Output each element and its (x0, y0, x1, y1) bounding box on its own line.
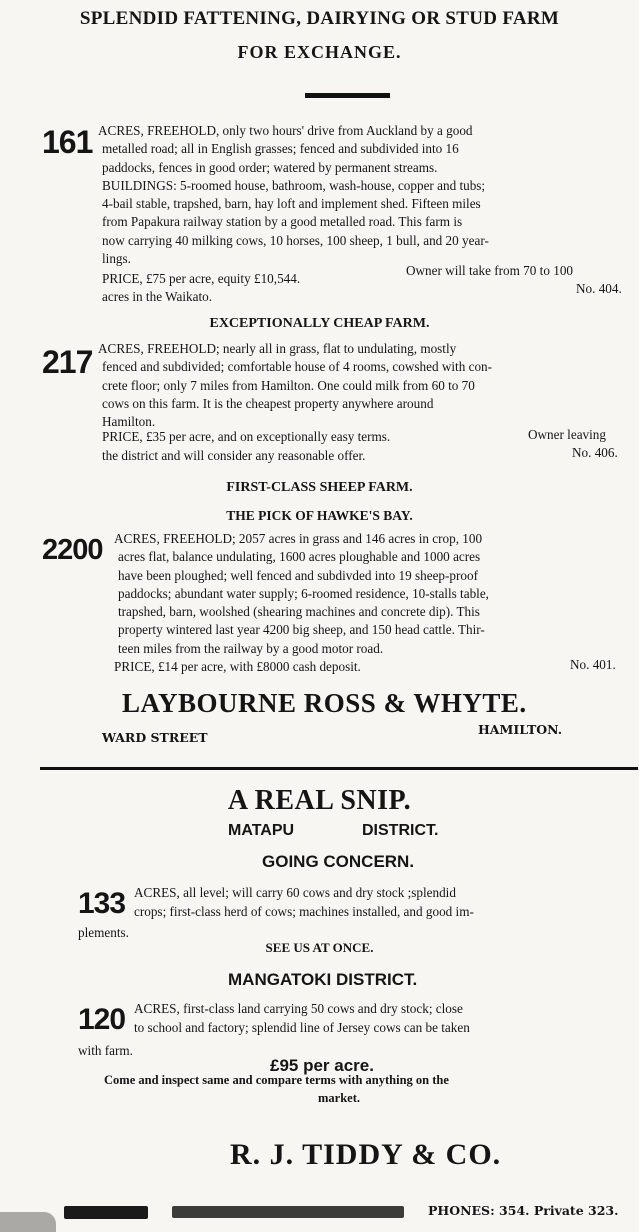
listing-line: with farm. (78, 1043, 133, 1058)
ink-smudge (64, 1206, 148, 1219)
listing-number: 217 (42, 344, 93, 380)
listing-line: property wintered last year 4200 big sheep, and 150 head cattle. Thir- (118, 622, 485, 637)
listing-line: ACRES, FREEHOLD; nearly all in grass, flat to undulating, mostly (98, 341, 457, 356)
agent-name-2: R. J. TIDDY & CO. (230, 1138, 502, 1171)
listing-line: trapshed, barn, woolshed (shearing machines and concrete dip). This (118, 604, 480, 619)
section-divider (40, 767, 638, 770)
listing-line: crete floor; only 7 miles from Hamilton. One could milk from 60 to 70 (102, 378, 475, 393)
listing-line: cows on this farm. It is the cheapest property anywhere around (102, 396, 434, 411)
listing-line: 4-bail stable, trapshed, barn, hay loft and implement shed. Fifteen miles (102, 196, 481, 211)
inspect-line: Come and inspect same and compare terms with anything on the (104, 1073, 449, 1087)
listing-line: acres flat, balance undulating, 1600 acres ploughable and 1000 acres (118, 549, 481, 564)
price-continuation: acres in the Waikato. (102, 289, 213, 304)
price-text: PRICE, £14 per acre, with £8000 cash deposit. (114, 659, 361, 674)
page-edge-noise (0, 1212, 56, 1232)
district-label: DISTRICT. (362, 822, 439, 839)
price-text: PRICE, £75 per acre, equity £10,544. (102, 271, 301, 286)
listing-line: lings. (102, 251, 131, 266)
listing-line: from Papakura railway station by a good metalled road. This farm is (102, 214, 463, 229)
listing-number: 133 (78, 887, 126, 920)
phone-numbers: PHONES: 354. Private 323. (428, 1203, 619, 1218)
agent-name: LAYBOURNE ROSS & WHYTE. (122, 688, 527, 718)
price-continuation: the district and will consider any reasonable offer. (102, 448, 366, 463)
listing-line: plements. (78, 925, 129, 940)
price-text: PRICE, £35 per acre, and on exceptionally easy terms. (102, 429, 391, 444)
district-name-2: MANGATOKI DISTRICT. (228, 970, 418, 989)
ink-smudge (172, 1206, 404, 1218)
ornament-rule (305, 93, 390, 98)
listing-line: ACRES, all level; will carry 60 cows and dry stock ;splendid (134, 885, 456, 900)
advert-subtitle: FOR EXCHANGE. (237, 42, 402, 62)
listing-line: teen miles from the railway by a good motor road. (118, 641, 384, 656)
listing-line: have been ploughed; well fenced and subdivded into 19 sheep-proof (118, 568, 478, 583)
listing-line: crops; first-class herd of cows; machines installed, and good im- (134, 904, 474, 919)
listing-line: ACRES, FREEHOLD, only two hours' drive from Auckland by a good (98, 123, 473, 138)
listing-line: paddocks, fences in good order; watered by permanent streams. (102, 160, 438, 175)
reference-number: No. 404. (576, 281, 622, 296)
section-heading: FIRST-CLASS SHEEP FARM. (226, 480, 413, 495)
listing-line: ACRES, first-class land carrying 50 cows and dry stock; close (134, 1001, 463, 1016)
snip-price: £95 per acre. (270, 1056, 374, 1075)
section-heading: EXCEPTIONALLY CHEAP FARM. (209, 316, 430, 331)
going-concern: GOING CONCERN. (262, 852, 415, 871)
see-us-line: SEE US AT ONCE. (265, 940, 374, 955)
reference-number: No. 401. (570, 657, 616, 672)
listing-line: metalled road; all in English grasses; fenced and subdivided into 16 (102, 141, 459, 156)
section-subheading: THE PICK OF HAWKE'S BAY. (226, 508, 413, 523)
reference-number: No. 406. (572, 445, 618, 460)
listing-line: now carrying 40 milking cows, 10 horses, 100 sheep, 1 bull, and 20 year- (102, 233, 489, 248)
agent-town: HAMILTON. (478, 722, 563, 737)
price-note: Owner leaving (528, 427, 606, 442)
listing-line: ACRES, FREEHOLD; 2057 acres in grass and 146 acres in crop, 100 (114, 531, 483, 546)
listing-line: paddocks; abundant water supply; 6-roomed residence, 10-stalls table, (118, 586, 489, 601)
agent-street: WARD STREET (102, 730, 208, 745)
advert-title: SPLENDID FATTENING, DAIRYING OR STUD FARM (79, 8, 560, 29)
listing-number: 120 (78, 1003, 126, 1036)
listing-number: 2200 (42, 534, 103, 566)
price-note: Owner will take from 70 to 100 (406, 263, 574, 278)
listing-line: Hamilton. (102, 414, 156, 429)
listing-line: to school and factory; splendid line of Jersey cows can be taken (134, 1020, 470, 1035)
listing-line: BUILDINGS: 5-roomed house, bathroom, wash-house, copper and tubs; (102, 178, 486, 193)
snip-title: A REAL SNIP. (227, 785, 412, 816)
listing-line: fenced and subdivided; comfortable house of 4 rooms, cowshed with con- (102, 359, 493, 374)
district-name: MATAPU (228, 822, 295, 839)
inspect-line-2: market. (318, 1091, 360, 1105)
listing-number: 161 (42, 124, 93, 160)
